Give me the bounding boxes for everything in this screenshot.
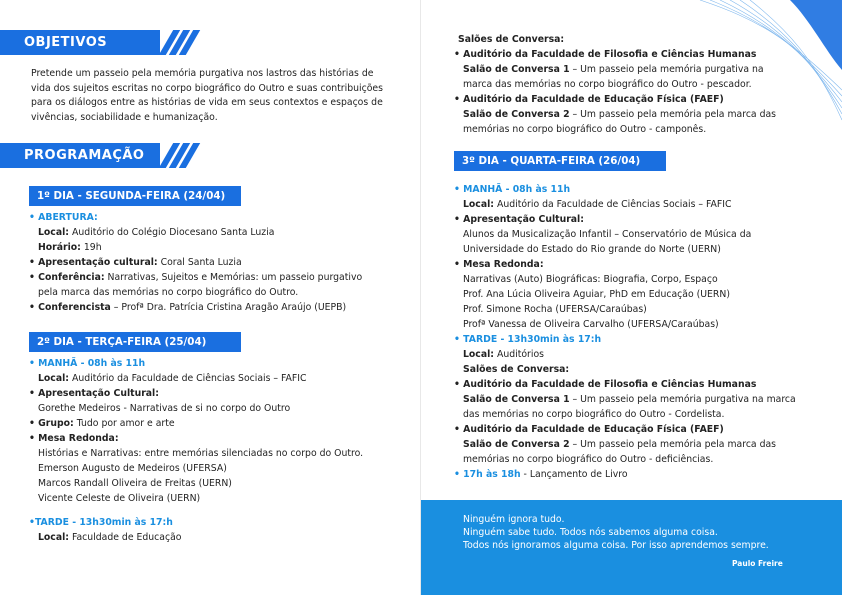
day3-salao1-cont: das memórias no corpo biográfico do Outro - Cordelista. <box>463 409 725 420</box>
day2-tarde-local: Local: Faculdade de Educação <box>38 532 182 543</box>
day3-fafic-full: • Auditório da Faculdade de Filosofia e Ciências Humanas <box>454 379 757 390</box>
day2-manha: • MANHÃ - 08h às 11h <box>29 358 146 369</box>
day3-local: Local: Auditório da Faculdade de Ciências Sociais – FAFIC <box>463 199 732 210</box>
day1-content <box>29 210 362 315</box>
day3-faef: • Auditório da Faculdade de Educação Física (FAEF) <box>454 424 724 435</box>
quote-author: Paulo Freire <box>732 559 783 568</box>
day3-manha: • MANHÃ - 08h às 11h <box>454 184 571 195</box>
day2-grupo: • Grupo: Tudo por amor e arte <box>29 418 175 429</box>
day3-mesa-line: Prof. Ana Lúcia Oliveira Aguiar, PhD em Educação (UERN) <box>463 289 730 300</box>
day1-local: Local: Auditório do Colégio Diocesano Santa Luzia <box>38 227 275 238</box>
day2-title-bar <box>29 332 241 352</box>
objetivos-line: Pretende um passeio pela memória purgativa nos lastros das histórias de <box>31 68 374 79</box>
salao1: Salão de Conversa 1 – Um passeio pela memória purgativa na <box>463 64 764 75</box>
objetivos-line: para os diálogos entre as histórias de vida em seus contextos e espaços de <box>31 97 383 108</box>
saloes-label: Salões de Conversa: <box>458 34 565 45</box>
day1-conferencia: • Conferência: Narrativas, Sujeitos e Memórias: um passeio purgativo <box>29 272 363 283</box>
objetivos-header <box>0 30 200 55</box>
day3-title: 3º DIA - QUARTA-FEIRA (26/04) <box>462 155 641 167</box>
day2-tarde: •TARDE - 13h30min às 17:h <box>29 517 173 528</box>
day3-mesa-line: Profª Vanessa de Oliveira Carvalho (UFERSA/Caraúbas) <box>463 319 719 330</box>
day2-mesa-label: • Mesa Redonda: <box>29 433 119 444</box>
day3-mesa-line: Narrativas (Auto) Biográficas: Biografia, Corpo, Espaço <box>463 274 718 285</box>
day2-mesa-line: Vicente Celeste de Oliveira (UERN) <box>38 493 201 504</box>
day3-content <box>454 182 796 482</box>
programacao-header <box>0 143 200 168</box>
day1-title: 1º DIA - SEGUNDA-FEIRA (24/04) <box>37 190 226 202</box>
objetivos-line: vivências, sociabilidade e humanização. <box>31 111 218 123</box>
day3-mesa-line: Prof. Simone Rocha (UFERSA/Caraúbas) <box>463 304 647 315</box>
quote-text <box>463 513 769 552</box>
day3-apres-line: Alunos da Musicalização Infantil – Conservatório de Música da <box>463 229 752 240</box>
day3-salao2: Salão de Conversa 2 – Um passeio pela memória pela marca das <box>463 439 777 450</box>
day3-tarde-local: Local: Auditórios <box>463 349 544 360</box>
day3-salao1: Salão de Conversa 1 – Um passeio pela memória purgativa na marca <box>463 394 796 405</box>
day3-livro: • 17h às 18h - Lançamento de Livro <box>454 469 628 480</box>
quote-line: Todos nós ignoramos alguma coisa. Por isso aprendemos sempre. <box>463 540 769 551</box>
day2-content <box>29 356 363 545</box>
day2-apresentacao-value: Gorethe Medeiros - Narrativas de si no corpo do Outro <box>38 403 291 414</box>
day2-local: Local: Auditório da Faculdade de Ciências Sociais – FAFIC <box>38 373 307 384</box>
day2-apresentacao-label: • Apresentação Cultural: <box>29 388 159 399</box>
abertura-label: • ABERTURA: <box>29 212 98 223</box>
day2-title: 2º DIA - TERÇA-FEIRA (25/04) <box>37 336 207 348</box>
day1-conferencia-cont: pela marca das memórias no corpo biográfico do Outro. <box>38 287 299 298</box>
programacao-title-bar <box>0 143 160 168</box>
day1-conferencista: • Conferencista – Profª Dra. Patrícia Cristina Aragão Araújo (UEPB) <box>29 302 347 313</box>
faef: • Auditório da Faculdade de Educação Física (FAEF) <box>454 94 724 105</box>
objetivos-title: OBJETIVOS <box>24 35 108 50</box>
day3-title-bar <box>454 151 666 171</box>
right-top-content <box>454 32 776 137</box>
quote-line: Ninguém sabe tudo. Todos nós sabemos alguma coisa. <box>463 527 718 538</box>
day1-apresentacao: • Apresentação cultural: Coral Santa Luzia <box>29 257 242 268</box>
day3-tarde: • TARDE - 13h30min às 17:h <box>454 334 602 345</box>
day3-salao2-cont: memórias no corpo biográfico do Outro - deficiências. <box>463 454 714 465</box>
day2-mesa-line: Marcos Randall Oliveira de Freitas (UERN) <box>38 478 232 489</box>
objetivos-title-bar <box>0 30 160 55</box>
day3-apres-line: Universidade do Estado do Rio grande do Norte (UERN) <box>463 244 721 255</box>
programacao-title: PROGRAMAÇÃO <box>24 148 145 163</box>
quote-box <box>421 500 842 595</box>
day3-saloes: Salões de Conversa: <box>463 364 570 375</box>
salao1-cont: marca das memórias no corpo biográfico do Outro - pescador. <box>463 79 752 90</box>
salao2-cont: memórias no corpo biográfico do Outro - camponês. <box>463 124 707 135</box>
day2-mesa-line: Emerson Augusto de Medeiros (UFERSA) <box>38 463 227 474</box>
day1-title-bar <box>29 186 241 206</box>
day3-mesa-label: • Mesa Redonda: <box>454 259 544 270</box>
salao2: Salão de Conversa 2 – Um passeio pela memória pela marca das <box>463 109 777 120</box>
page-fold-divider <box>420 0 421 595</box>
objetivos-text <box>31 67 401 125</box>
day3-apresentacao-label: • Apresentação Cultural: <box>454 214 584 225</box>
day2-mesa-line: Histórias e Narrativas: entre memórias silenciadas no corpo do Outro. <box>38 448 364 459</box>
quote-line: Ninguém ignora tudo. <box>463 514 565 525</box>
fafic-full: • Auditório da Faculdade de Filosofia e Ciências Humanas <box>454 49 757 60</box>
day1-horario: Horário: 19h <box>38 242 102 253</box>
objetivos-line: vida dos sujeitos escritas no corpo biográfico do Outro e suas contribuições <box>31 82 383 94</box>
